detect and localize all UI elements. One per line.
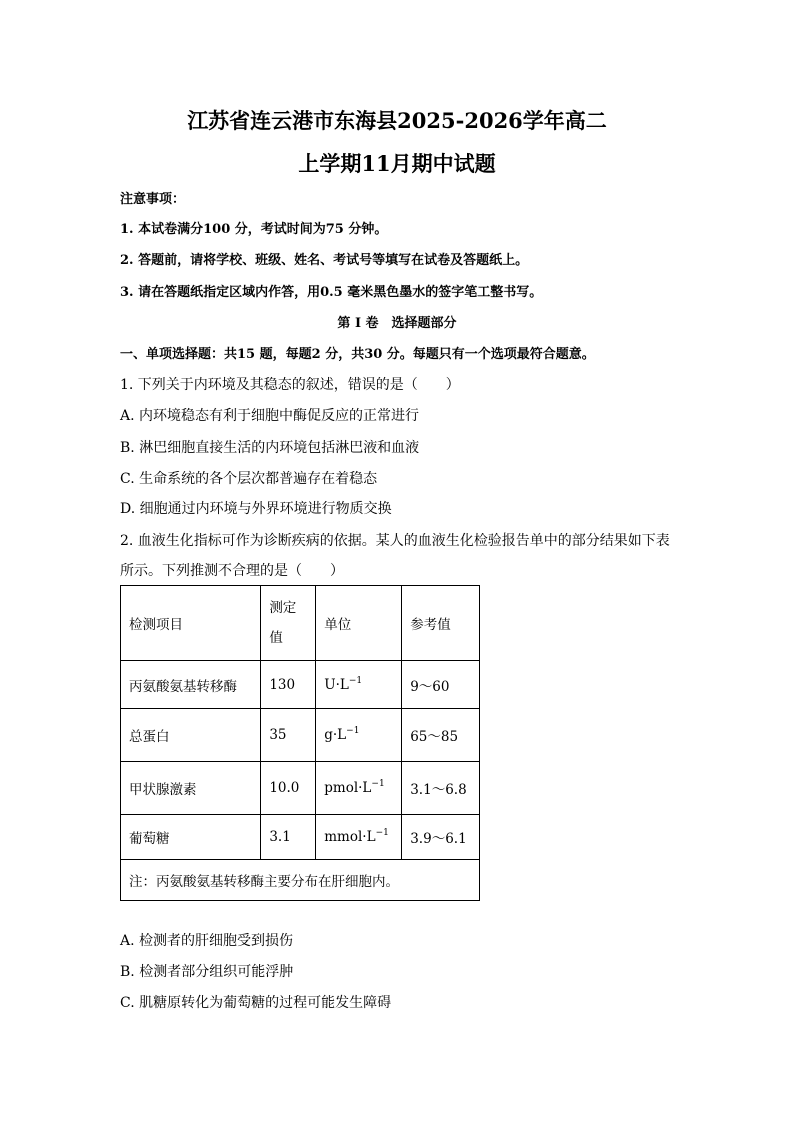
row-value: 130 <box>261 661 316 709</box>
header-item: 检测项目 <box>121 586 261 661</box>
section-instruction: 一、单项选择题：共15 题，每题2 分，共30 分。每题只有一个选项最符合题意。 <box>120 347 595 362</box>
row-value: 10.0 <box>261 762 316 815</box>
row-item: 总蛋白 <box>121 709 261 762</box>
table-row <box>121 709 480 762</box>
row-unit: $U\cdot L^{-1}$ <box>316 661 402 709</box>
row-reference: 3.9～6.1 <box>402 815 480 860</box>
header-unit: 单位 <box>316 586 402 661</box>
document-title-line2: 上学期11月期中试题 <box>298 151 496 176</box>
question-1-stem: 1. 下列关于内环境及其稳态的叙述，错误的是（ ） <box>120 377 460 393</box>
note-item-2: 2. 答题前，请将学校、班级、姓名、考试号等填写在试卷及答题纸上。 <box>120 253 529 268</box>
note-item-1: 1. 本试卷满分100 分，考试时间为75 分钟。 <box>120 222 388 237</box>
row-reference: 9～60 <box>402 661 480 709</box>
row-unit: $mmol\cdot L^{-1}$ <box>316 815 402 860</box>
question-1-option-d: D. 细胞通过内环境与外界环境进行物质交换 <box>120 501 392 517</box>
row-unit: $g\cdot L^{-1}$ <box>316 709 402 762</box>
table-row <box>121 815 480 860</box>
blood-test-table <box>120 585 480 901</box>
table-row <box>121 661 480 709</box>
table-note: 注：丙氨酸氨基转移酶主要分布在肝细胞内。 <box>121 860 480 901</box>
question-1-option-a: A. 内环境稳态有利于细胞中酶促反应的正常进行 <box>120 408 420 424</box>
header-value-line1: 测定 <box>269 600 297 616</box>
row-item: 甲状腺激素 <box>121 762 261 815</box>
table-header-row <box>121 586 480 661</box>
question-1-option-b: B. 淋巴细胞直接生活的内环境包括淋巴液和血液 <box>120 440 420 456</box>
note-item-3: 3. 请在答题纸指定区域内作答，用0.5 毫米黑色墨水的签字笔工整书写。 <box>120 285 543 300</box>
row-reference: 3.1～6.8 <box>402 762 480 815</box>
row-reference: 65～85 <box>402 709 480 762</box>
row-item: 丙氨酸氨基转移酶 <box>121 661 261 709</box>
header-reference: 参考值 <box>402 586 480 661</box>
table-row <box>121 762 480 815</box>
header-value-line2: 值 <box>269 630 283 646</box>
question-2-stem-line1: 2. 血液生化指标可作为诊断疾病的依据。某人的血液生化检验报告单中的部分结果如下表 <box>120 533 670 549</box>
document-title-line1: 江苏省连云港市东海县2025-2026学年高二 <box>187 108 607 133</box>
question-2-option-c: C. 肌糖原转化为葡萄糖的过程可能发生障碍 <box>120 995 392 1011</box>
question-1-option-c: C. 生命系统的各个层次都普遍存在着稳态 <box>120 471 378 487</box>
table-note-row <box>121 860 480 901</box>
question-2-stem-line2: 所示。下列推测不合理的是（ ） <box>120 563 344 579</box>
question-2-option-b: B. 检测者部分组织可能浮肿 <box>120 964 294 980</box>
notes-heading: 注意事项： <box>120 192 186 207</box>
section-title: 第 I 卷 选择题部分 <box>337 316 457 331</box>
row-unit: $pmol\cdot L^{-1}$ <box>316 762 402 815</box>
question-2-option-a: A. 检测者的肝细胞受到损伤 <box>120 933 294 949</box>
row-item: 葡萄糖 <box>121 815 261 860</box>
row-value: 35 <box>261 709 316 762</box>
header-value <box>261 586 316 661</box>
row-value: 3.1 <box>261 815 316 860</box>
